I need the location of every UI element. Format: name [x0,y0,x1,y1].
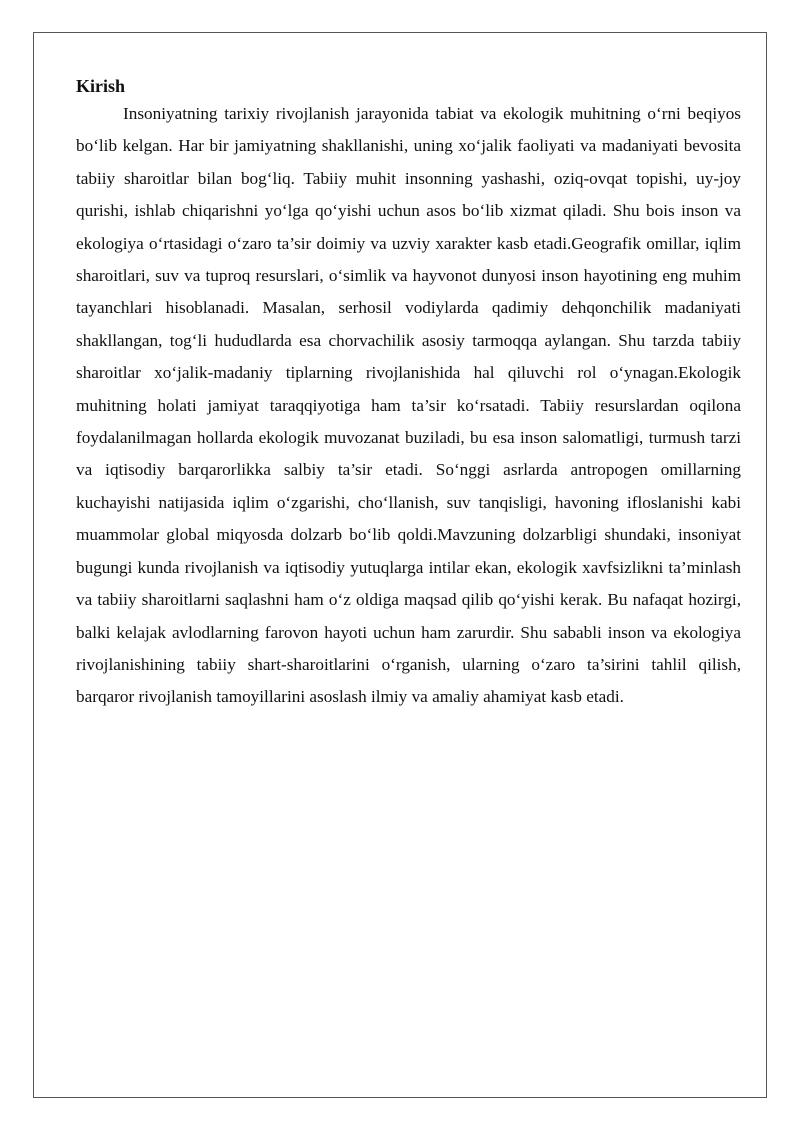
body-paragraph: Insoniyatning tarixiy rivojlanish jarayonida tabiat va ekologik muhitning o‘rni beqiyos bo‘lib kelgan. Har bir jamiyatning shakllanishi, uning xo‘jalik faoliyati va madaniyati bevosita tabiiy sharoitlar bilan bog‘liq. Tabiiy muhit insonning yashashi, oziq-ovqat topishi, uy-joy qurishi, ishlab chiqarishni yo‘lga qo‘yishi uchun asos bo‘lib xizmat qiladi. Shu bois inson va ekologiya o‘rtasidagi o‘zaro ta’sir doimiy va uzviy xarakter kasb etadi.Geografik omillar, iqlim sharoitlari, suv va tuproq resurslari, o‘simlik va hayvonot dunyosi inson hayotining eng muhim tayanchlari hisoblanadi. Masalan, serhosil vodiylarda qadimiy dehqonchilik madaniyati shakllangan, tog‘li hududlarda esa chorvachilik asosiy tarmoqqa aylangan. Shu tarzda tabiiy sharoitlar xo‘jalik-madaniy tiplarning rivojlanishida hal qiluvchi rol o‘ynagan.Ekologik muhitning holati jamiyat taraqqiyotiga ham ta’sir ko‘rsatadi. Tabiiy resurslardan oqilona foydalanilmagan hollarda ekologik muvozanat buziladi, bu esa inson salomatligi, turmush tarzi va iqtisodiy barqarorlikka salbiy ta’sir etadi. So‘nggi asrlarda antropogen omillarning kuchayishi natijasida iqlim o‘zgarishi, cho‘llanish, suv tanqisligi, havoning ifloslanishi kabi muammolar global miqyosda dolzarb bo‘lib qoldi.Mavzuning dolzarbligi shundaki, insoniyat bugungi kunda rivojlanish va iqtisodiy yutuqlarga intilar ekan, ekologik xavfsizlikni ta’minlash va tabiiy sharoitlarni saqlashni ham o‘z oldiga maqsad qilib qo‘yishi kerak. Bu nafaqat hozirgi, balki kelajak avlodlarning farovon hayoti uchun ham zarurdir. Shu sababli inson va ekologiya rivojlanishining tabiiy shart-sharoitlarini o‘rganish, ularning o‘zaro ta’sirini tahlil qilish, barqaror rivojlanish tamoyillarini asoslash ilmiy va amaliy ahamiyat kasb etadi. [76,104,741,707]
document-body [76,74,741,714]
section-heading: Kirish [76,76,126,96]
